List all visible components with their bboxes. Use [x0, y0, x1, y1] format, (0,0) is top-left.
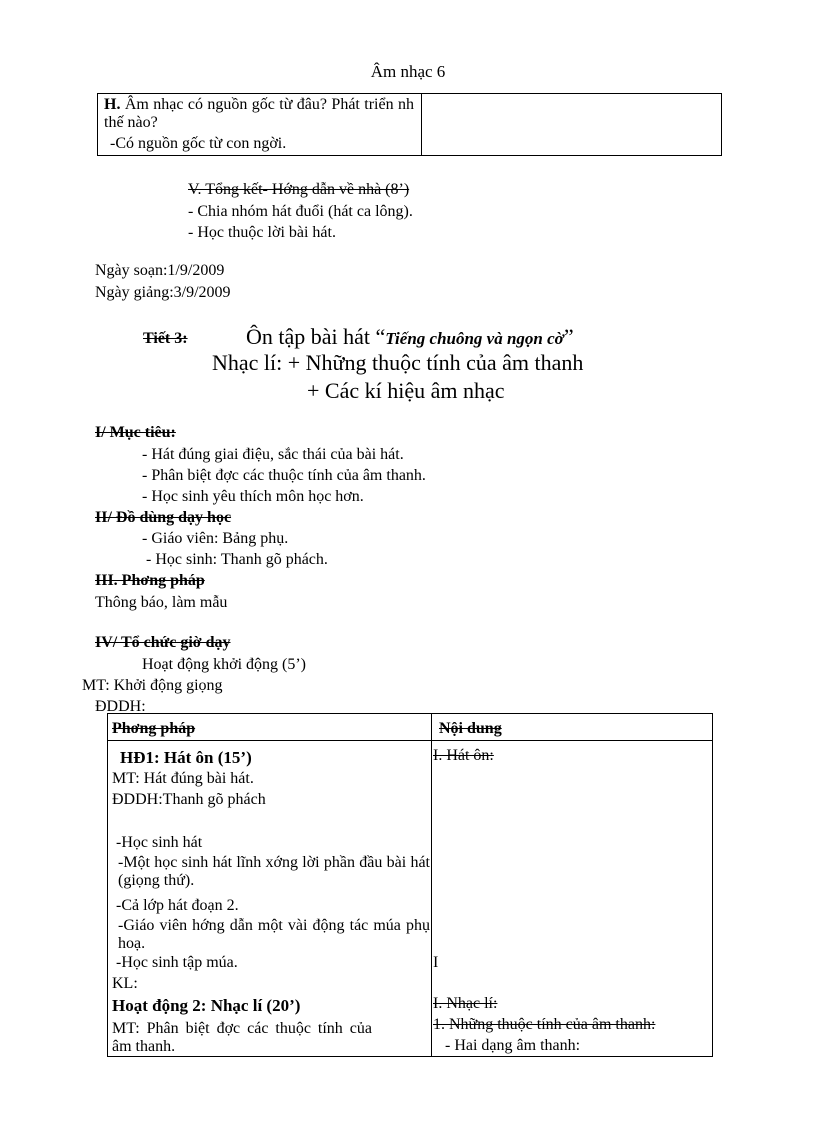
- hd2-line: MT: Phân biệt đợc các thuộc tính của âm thanh.: [112, 1020, 372, 1056]
- organization-heading: IV/ Tổ chức giờ dạy: [95, 634, 231, 651]
- answer-text: -Có nguồn gốc từ con ngời.: [110, 134, 287, 152]
- content-line: I. Hát ôn:: [433, 747, 494, 764]
- question-label: H.: [104, 96, 121, 113]
- material-item: - Giáo viên: Bảng phụ.: [142, 530, 289, 547]
- hd1-line: MT: Hát đúng bài hát.: [112, 770, 254, 787]
- lesson-label: Tiết 3:: [143, 330, 188, 347]
- summary-item-2: - Học thuộc lời bài hát.: [188, 224, 336, 241]
- warmup-activity: Hoạt động khởi động (5’): [142, 656, 306, 673]
- main-table: [107, 713, 713, 1057]
- top-table: [97, 93, 722, 156]
- content-line: I: [433, 954, 439, 971]
- page-header: Âm nhạc 6: [370, 62, 446, 81]
- content-line: 1. Những thuộc tính của âm thanh:: [433, 1016, 656, 1033]
- warmup-mt: MT: Khởi động giọng: [82, 677, 223, 694]
- method-text: Thông báo, làm mẫu: [95, 594, 228, 611]
- date-prepared: Ngày soạn:1/9/2009: [95, 262, 225, 279]
- title-prefix: Ôn tập bài hát “: [246, 324, 386, 349]
- title-suffix: ”: [563, 324, 574, 349]
- hd1-line: -Học sinh tập múa.: [116, 954, 238, 971]
- materials-heading: II/ Đồ dùng dạy học: [95, 509, 232, 526]
- top-table-left-cell: [104, 96, 414, 155]
- hd1-title: HĐ1: Hát ôn (15’): [120, 748, 252, 767]
- hd2-title: Hoạt động 2: Nhạc lí (20’): [112, 996, 301, 1015]
- hd1-line: KL:: [112, 975, 138, 992]
- objective-item: - Học sinh yêu thích môn học hơn.: [142, 488, 364, 505]
- objective-item: - Hát đúng giai điệu, sắc thái của bài hát.: [142, 446, 404, 463]
- lesson-title-line3: + Các kí hiệu âm nhạc: [307, 378, 505, 403]
- lesson-title-line2: Nhạc lí: + Những thuộc tính của âm thanh: [212, 350, 584, 375]
- summary-item-1: - Chia nhóm hát đuổi (hát ca lông).: [188, 203, 413, 220]
- material-item: - Học sinh: Thanh gõ phách.: [146, 551, 328, 568]
- summary-heading: V. Tổng kết- Hớng dẫn về nhà (8’): [188, 181, 410, 198]
- objectives-heading: I/ Mục tiêu:: [95, 424, 176, 441]
- content-line: - Hai dạng âm thanh:: [445, 1037, 581, 1054]
- objective-item: - Phân biệt đợc các thuộc tính của âm thanh.: [142, 467, 426, 484]
- lesson-title-line1: [246, 324, 574, 349]
- hd1-line: -Học sinh hát: [116, 834, 203, 851]
- song-title: Tiếng chuông và ngọn cờ: [385, 329, 564, 348]
- question-text: Âm nhạc có nguồn gốc từ đâu? Phát triển nh thế nào?: [104, 96, 414, 132]
- warmup-dddh: ĐDDH:: [95, 698, 146, 715]
- hd1-line: -Một học sinh hát lĩnh xớng lời phần đầu bài hát (giọng thứ).: [118, 854, 430, 890]
- content-line: I. Nhạc lí:: [433, 995, 498, 1012]
- hd1-line: ĐDDH:Thanh gõ phách: [112, 791, 266, 808]
- col-header-content: Nội dung: [439, 720, 502, 737]
- hd1-line: -Giáo viên hớng dẫn một vài động tác múa phụ hoạ.: [118, 917, 430, 953]
- hd1-line: -Cả lớp hát đoạn 2.: [116, 897, 239, 914]
- date-taught: Ngày giảng:3/9/2009: [95, 284, 231, 301]
- col-header-method: Phơng pháp: [112, 720, 196, 737]
- method-heading: III. Phơng pháp: [95, 572, 205, 589]
